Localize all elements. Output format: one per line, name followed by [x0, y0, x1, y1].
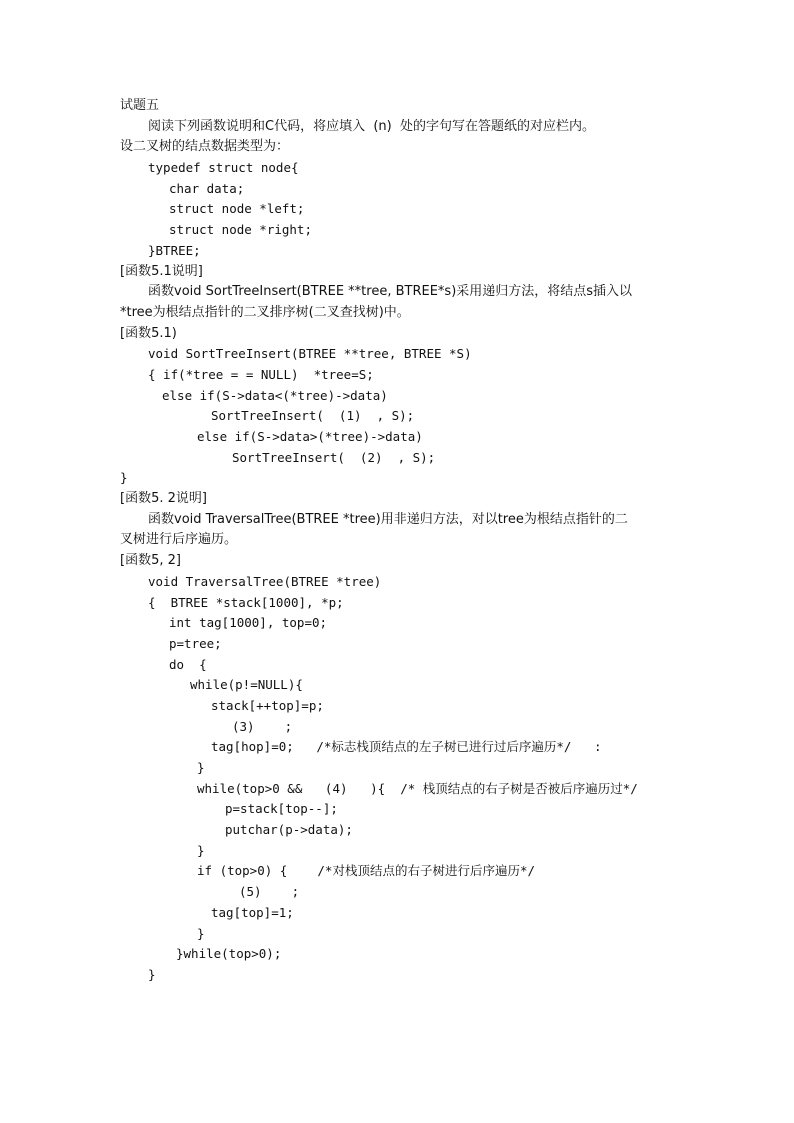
line	[0, 282, 794, 303]
line	[0, 593, 794, 614]
code-line: void SortTreeInsert(BTREE **tree, BTREE *S)	[148, 346, 472, 362]
line	[0, 468, 794, 489]
line	[0, 799, 794, 820]
code-line: else if(S->data<(*tree)->data)	[162, 387, 388, 403]
code-line: p=tree;	[169, 635, 222, 651]
line	[0, 737, 794, 758]
line	[0, 427, 794, 448]
code-line: p=stack[top--];	[225, 801, 338, 817]
line	[0, 96, 794, 117]
document-body	[0, 96, 794, 986]
line	[0, 820, 794, 841]
paragraph-text: 设二叉树的结点数据类型为：	[120, 139, 290, 155]
line	[0, 158, 794, 179]
line	[0, 861, 794, 882]
code-line: if (top>0) { /*对栈顶结点的右子树进行后序遍历*/	[197, 863, 536, 879]
line	[0, 944, 794, 965]
line	[0, 841, 794, 862]
line	[0, 675, 794, 696]
section-heading: [函数5.1说明]	[120, 263, 203, 279]
paragraph-text: 函数void TraversalTree(BTREE *tree)用非递归方法，对以tree为根结点指针的二	[148, 511, 628, 527]
code-line: int tag[1000], top=0;	[169, 615, 328, 631]
code-line: { if(*tree = = NULL) *tree=S;	[148, 366, 374, 382]
line	[0, 489, 794, 510]
line	[0, 613, 794, 634]
line	[0, 572, 794, 593]
line	[0, 882, 794, 903]
section-heading: [函数5. 2说明]	[120, 491, 207, 507]
line	[0, 696, 794, 717]
code-line: char data;	[169, 180, 245, 196]
line	[0, 241, 794, 262]
code-line: (3) ;	[232, 718, 293, 734]
code-line: }	[197, 842, 205, 858]
code-line: }	[120, 470, 128, 486]
instruction-text: 阅读下列函数说明和C代码，将应填入 (n) 处的字句写在答题纸的对应栏内。	[148, 118, 595, 134]
line	[0, 903, 794, 924]
code-line: while(p!=NULL){	[190, 677, 303, 693]
code-line: tag[hop]=0; /*标志栈顶结点的左子树已进行过后序遍历*/ :	[211, 739, 602, 755]
line	[0, 530, 794, 551]
line	[0, 179, 794, 200]
line	[0, 220, 794, 241]
line	[0, 386, 794, 407]
paragraph-text: 叉树进行后序遍历。	[120, 532, 238, 548]
question-title: 试题五	[120, 98, 160, 113]
line	[0, 199, 794, 220]
code-line: stack[++top]=p;	[211, 697, 324, 713]
line	[0, 717, 794, 738]
line	[0, 758, 794, 779]
code-line: }	[197, 760, 205, 775]
line	[0, 634, 794, 655]
code-line: struct node *right;	[169, 222, 312, 238]
section-heading: [函数5, 2]	[120, 553, 181, 569]
code-line: }BTREE;	[148, 242, 201, 258]
line	[0, 406, 794, 427]
code-line: void TraversalTree(BTREE *tree)	[148, 573, 382, 589]
line	[0, 117, 794, 138]
code-line: while(top>0 && (4) ){ /* 栈顶结点的右子树是否被后序遍历过*/	[197, 780, 638, 796]
code-line: SortTreeInsert( (2) , S);	[232, 449, 436, 465]
line	[0, 303, 794, 324]
paragraph-text: *tree为根结点指针的二叉排序树(二叉查找树)中。	[120, 304, 410, 320]
code-line: SortTreeInsert( (1) , S);	[211, 408, 415, 424]
code-line: }	[197, 925, 205, 941]
line	[0, 551, 794, 572]
line	[0, 344, 794, 365]
code-line: (5) ;	[239, 884, 300, 900]
code-line: { BTREE *stack[1000], *p;	[148, 594, 344, 610]
line	[0, 262, 794, 283]
code-line: }while(top>0);	[176, 946, 282, 962]
line	[0, 448, 794, 469]
code-line: tag[top]=1;	[211, 904, 294, 920]
section-heading: [函数5.1)	[120, 325, 177, 341]
line	[0, 137, 794, 158]
line	[0, 779, 794, 800]
code-line: struct node *left;	[169, 201, 305, 217]
line	[0, 510, 794, 531]
code-line: typedef struct node{	[148, 160, 299, 176]
paragraph-text: 函数void SortTreeInsert(BTREE **tree, BTREE*s)采用递归方法，将结点s插入以	[148, 284, 633, 300]
line	[0, 655, 794, 676]
line	[0, 965, 794, 986]
code-line: putchar(p->data);	[225, 822, 353, 838]
code-line: do {	[169, 656, 207, 672]
code-line: else if(S->data>(*tree)->data)	[197, 429, 423, 444]
line	[0, 365, 794, 386]
line	[0, 324, 794, 345]
line	[0, 924, 794, 945]
code-line: }	[148, 966, 156, 982]
